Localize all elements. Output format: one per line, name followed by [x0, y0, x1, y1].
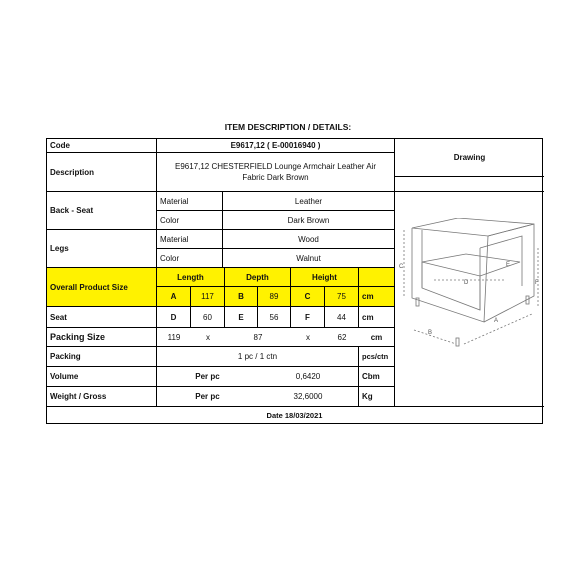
volume-value: 0,6420 — [258, 367, 359, 387]
b-value: 89 — [258, 287, 291, 307]
c-value: 75 — [325, 287, 359, 307]
date-label: Date 18/03/2021 — [266, 410, 323, 420]
b-label: B — [225, 287, 258, 307]
back-seat-color: Dark Brown — [223, 211, 395, 230]
packing-length: 119 — [157, 328, 191, 347]
chair-back-top — [412, 218, 534, 236]
legs-material-label: Material — [157, 230, 223, 249]
chair-inner-left — [422, 230, 480, 310]
drawing-spacer — [395, 177, 544, 192]
code-value: E9617,12 ( E-00016940 ) — [157, 139, 395, 153]
drawing-letter-c: C — [399, 264, 404, 270]
f-value: 44 — [325, 307, 359, 328]
packing-x2: x — [291, 328, 325, 347]
chair-leg-2 — [456, 338, 459, 346]
drawing-letter-b: B — [428, 330, 433, 336]
page-title: ITEM DESCRIPTION / DETAILS: — [224, 122, 352, 132]
volume-label: Volume — [47, 367, 157, 387]
d-label: D — [157, 307, 191, 328]
back-seat-color-label: Color — [157, 211, 223, 230]
back-seat-label: Back - Seat — [47, 192, 157, 230]
volume-per: Per pc — [157, 367, 258, 387]
legs-material: Wood — [223, 230, 395, 249]
e-value: 56 — [258, 307, 291, 328]
seat-unit: cm — [359, 307, 395, 328]
back-seat-material-label: Material — [157, 192, 223, 211]
weight-value: 32,6000 — [258, 387, 359, 407]
c-label: C — [291, 287, 325, 307]
height-label: Height — [291, 268, 359, 287]
drawing-letter-a: A — [494, 318, 499, 324]
d-value: 60 — [191, 307, 225, 328]
legs-color-label: Color — [157, 249, 223, 268]
length-label: Length — [157, 268, 225, 287]
overall-unit: cm — [359, 287, 395, 307]
packing-height: 62 — [325, 328, 359, 347]
drawing-letter-f: F — [535, 280, 539, 286]
overall-size-label: Overall Product Size — [47, 268, 157, 307]
weight-label: Weight / Gross — [47, 387, 157, 407]
back-seat-material: Leather — [223, 192, 395, 211]
seat-label: Seat — [47, 307, 157, 328]
description-label: Description — [47, 153, 157, 192]
packing-width: 87 — [225, 328, 291, 347]
drawing-letter-d: D — [464, 280, 469, 286]
overall-header-blank — [359, 268, 395, 287]
packing-value: 1 pc / 1 ctn — [157, 347, 359, 367]
packing-size-label: Packing Size — [47, 328, 157, 347]
weight-per: Per pc — [157, 387, 258, 407]
a-value: 117 — [191, 287, 225, 307]
code-label: Code — [47, 139, 157, 153]
depth-label: Depth — [225, 268, 291, 287]
packing-unit: pcs/ctn — [359, 347, 395, 367]
description-value: E9617,12 CHESTERFIELD Lounge Armchair Leather Air Fabric Dark Brown — [157, 153, 395, 192]
legs-label: Legs — [47, 230, 157, 268]
weight-unit: Kg — [359, 387, 395, 407]
a-label: A — [157, 287, 191, 307]
packing-label: Packing — [47, 347, 157, 367]
drawing-letter-e: E — [506, 262, 511, 268]
e-label: E — [225, 307, 258, 328]
legs-color: Walnut — [223, 249, 395, 268]
volume-unit: Cbm — [359, 367, 395, 387]
chair-right-side — [484, 224, 534, 322]
f-label: F — [291, 307, 325, 328]
packing-x1: x — [191, 328, 225, 347]
drawing-label: Drawing — [395, 139, 544, 177]
armchair-drawing — [394, 218, 542, 348]
packing-size-unit: cm — [359, 328, 395, 347]
